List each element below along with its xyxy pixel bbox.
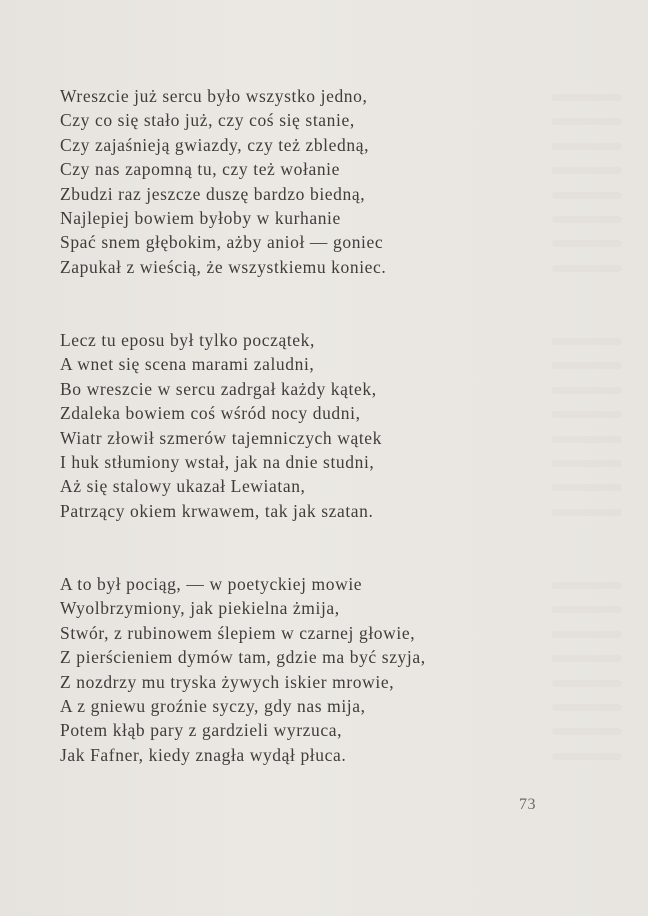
verse-line: Spać snem głębokim, ażby anioł — goniec bbox=[60, 232, 384, 253]
verse-line: Wreszcie już sercu było wszystko jedno, bbox=[60, 86, 368, 106]
bleed-through-text bbox=[552, 328, 648, 523]
verse-line: Patrzący okiem krwawem, tak jak szatan. bbox=[60, 500, 374, 521]
verse-line: Stwór, z rubinowem ślepiem w czarnej głowie, bbox=[60, 622, 416, 643]
verse-line: Bo wreszcie w sercu zadrgał każdy kątek, bbox=[60, 378, 377, 399]
verse-line: Zapukał z wieścią, że wszystkiemu koniec. bbox=[60, 256, 387, 277]
verse-line: Czy co się stało już, czy coś się stanie, bbox=[60, 110, 355, 131]
verse-line: Czy zajaśnieją gwiazdy, czy też zbledną, bbox=[60, 134, 370, 155]
verse-line: Aż się stalowy ukazał Lewiatan, bbox=[60, 476, 306, 497]
verse-line: Potem kłąb pary z gardzieli wyrzuca, bbox=[60, 720, 343, 741]
verse-line: Wyolbrzymiony, jak piekielna żmija, bbox=[60, 598, 340, 619]
verse-line: Wiatr złowił szmerów tajemniczych wątek bbox=[60, 427, 383, 448]
verse-line: Lecz tu eposu był tylko początek, bbox=[60, 330, 315, 350]
bleed-through-text bbox=[552, 84, 648, 279]
verse-line: Zdaleka bowiem coś wśród nocy dudni, bbox=[60, 403, 361, 424]
verse-line: A z gniewu groźnie syczy, gdy nas mija, bbox=[60, 696, 366, 717]
verse-line: Zbudzi raz jeszcze duszę bardzo biedną, bbox=[60, 183, 366, 204]
verse-line: A to był pociąg, — w poetyckiej mowie bbox=[60, 574, 363, 594]
page-number: 73 bbox=[519, 796, 536, 813]
verse-line: Czy nas zapomną tu, czy też wołanie bbox=[60, 159, 340, 180]
verse-line: Jak Fafner, kiedy znagła wydął płuca. bbox=[60, 744, 347, 765]
stanza bbox=[60, 572, 500, 767]
verse-line: A wnet się scena marami zaludni, bbox=[60, 354, 315, 375]
verse-line: Z nozdrzy mu tryska żywych iskier mrowie, bbox=[60, 671, 395, 692]
verse-line: Najlepiej bowiem byłoby w kurhanie bbox=[60, 208, 341, 229]
stanza bbox=[60, 84, 500, 279]
bleed-through-text bbox=[552, 572, 648, 767]
verse-line: I huk stłumiony wstał, jak na dnie studni, bbox=[60, 452, 375, 473]
verse-line: Z pierścieniem dymów tam, gdzie ma być szyja, bbox=[60, 647, 426, 668]
stanza bbox=[60, 328, 500, 523]
